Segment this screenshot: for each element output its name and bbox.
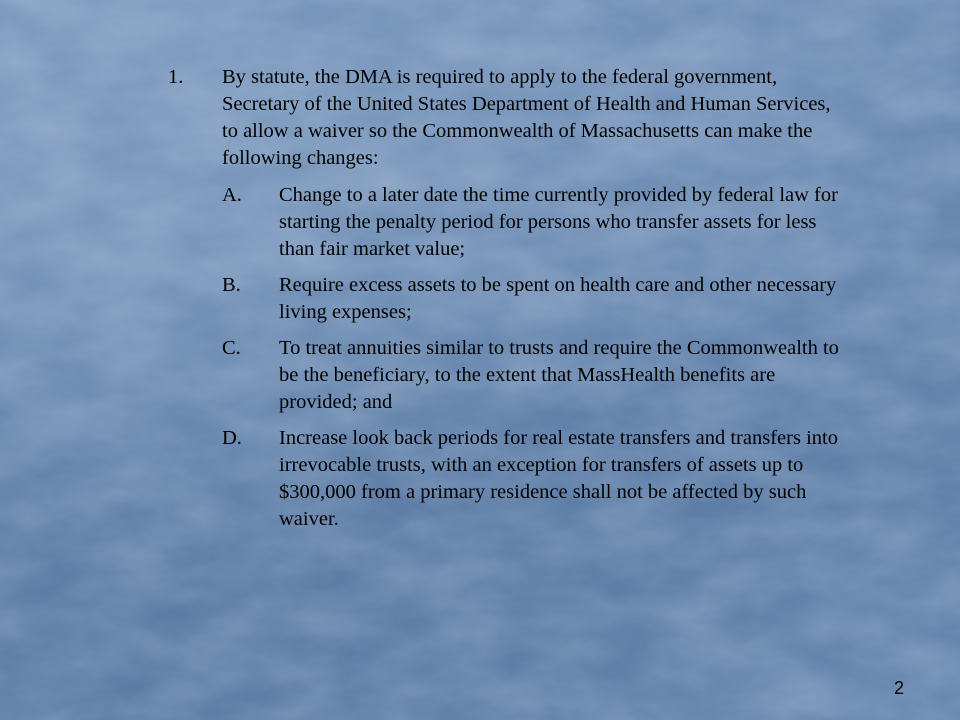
sublist-item-marker: B. (222, 274, 241, 296)
sublist-item-d (222, 425, 848, 533)
list-item-text: By statute, the DMA is required to apply to the federal government, Secretary of the United States Department of Health and Human Services, to allow a waiver so the Commonwealth of Massachusetts can make the following changes: (222, 66, 831, 169)
sublist-item-marker: D. (222, 427, 242, 449)
sublist-item-b (222, 272, 848, 326)
list-item-marker: 1. (168, 66, 184, 88)
sublist-item-a (222, 182, 848, 263)
sublist-item-text: Require excess assets to be spent on health care and other necessary living expenses; (279, 274, 837, 323)
sublist-item-c (222, 335, 848, 416)
sublist-item-marker: C. (222, 337, 241, 359)
slide-body (168, 64, 848, 542)
sublist-item-text: Increase look back periods for real estate transfers and transfers into irrevocable trusts, with an exception for transfers of assets up to $300,000 from a primary residence shall not be affected by such waiver. (279, 427, 838, 530)
sublist-item-text: To treat annuities similar to trusts and require the Commonwealth to be the beneficiary, to the extent that MassHealth benefits are provided; and (279, 337, 839, 413)
page-number: 2 (893, 678, 904, 698)
sublist (168, 182, 848, 533)
sublist-item-marker: A. (222, 184, 242, 206)
list-item-1 (168, 64, 848, 172)
sublist-item-text: Change to a later date the time currently provided by federal law for starting the penalty period for persons who transfer assets for less than fair market value; (279, 184, 838, 260)
